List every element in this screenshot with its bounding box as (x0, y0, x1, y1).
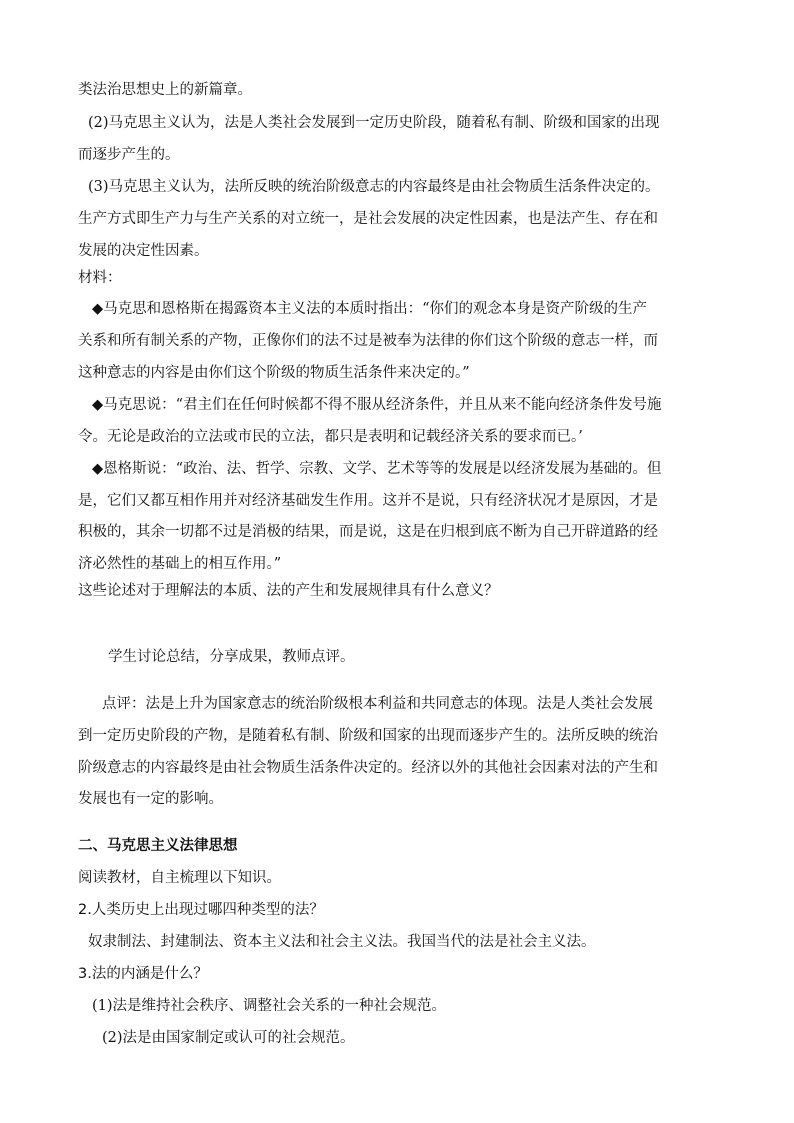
paragraph-line: (2)马克思主义认为，法是人类社会发展到一定历史阶段，随着私有制、阶级和国家的出现 (88, 115, 660, 131)
comment-line: 点评：法是上升为国家意志的统治阶级根本利益和共同意志的体现。法是人类社会发展 (102, 696, 653, 712)
answer-line: (2)法是由国家制定或认可的社会规范。 (102, 1030, 355, 1046)
question-line: 2.人类历史上出现过哪四种类型的法？ (78, 902, 324, 918)
quote-line: ◆恩格斯说：“政治、法、哲学、宗教、文学、艺术等等的发展是以经济发展为基础的。但 (92, 461, 662, 477)
instruction-line: 阅读教材，自主梳理以下知识。 (78, 870, 281, 886)
quote-line: 济必然性的基础上的相互作用。” (78, 556, 282, 572)
paragraph-line: 发展的决定性因素。 (78, 243, 209, 259)
quote-line: ◆马克思和恩格斯在揭露资本主义法的本质时指出：“你们的观念本身是资产阶级的生产 (92, 301, 648, 317)
comment-line: 到一定历史阶段的产物，是随着私有制、阶级和国家的出现而逐步产生的。法所反映的统治 (78, 728, 658, 744)
paragraph-line: (3)马克思主义认为，法所反映的统治阶级意志的内容最终是由社会物质生活条件决定的。 (88, 179, 660, 195)
quote-line: ◆马克思说：“君主们在任何时候都不得不服从经济条件，并且从来不能向经济条件发号施 (92, 397, 662, 413)
quote-line: 这种意志的内容是由你们这个阶级的物质生活条件来决定的。” (78, 365, 470, 381)
quote-line: 令。无论是政治的立法或市民的立法，都只是表明和记载经济关系的要求而已。’ (78, 429, 583, 445)
comment-line: 阶级意志的内容最终是由社会物质生活条件决定的。经济以外的其他社会因素对法的产生和 (78, 760, 658, 776)
question-line: 这些论述对于理解法的本质、法的产生和发展规律具有什么意义？ (78, 583, 499, 599)
quote-line: 积极的，其余一切都不过是消极的结果，而是说，这是在归根到底不断为自己开辟道路的经 (78, 524, 658, 540)
paragraph-line: 生产方式即生产力与生产关系的对立统一，是社会发展的决定性因素，也是法产生、存在和 (78, 211, 658, 227)
answer-line: (1)法是维持社会秩序、调整社会关系的一种社会规范。 (92, 998, 447, 1014)
material-label: 材料： (78, 270, 122, 286)
paragraph-line: 而逐步产生的。 (78, 147, 180, 163)
answer-line: 奴隶制法、封建制法、资本主义法和社会主义法。我国当代的法是社会主义法。 (88, 934, 596, 950)
comment-line: 发展也有一定的影响。 (78, 791, 223, 807)
paragraph-line: 类法治思想史上的新篇章。 (78, 82, 252, 98)
quote-line: 关系和所有制关系的产物，正像你们的法不过是被奉为法律的你们这个阶级的意志一样，而 (78, 333, 658, 349)
question-line: 3.法的内涵是什么？ (78, 966, 208, 982)
quote-line: 是，它们又都互相作用并对经济基础发生作用。这并不是说，只有经济状况才是原因，才是 (78, 493, 658, 509)
section-heading: 二、马克思主义法律思想 (78, 838, 238, 854)
activity-line: 学生讨论总结，分享成果，教师点评。 (108, 649, 355, 665)
